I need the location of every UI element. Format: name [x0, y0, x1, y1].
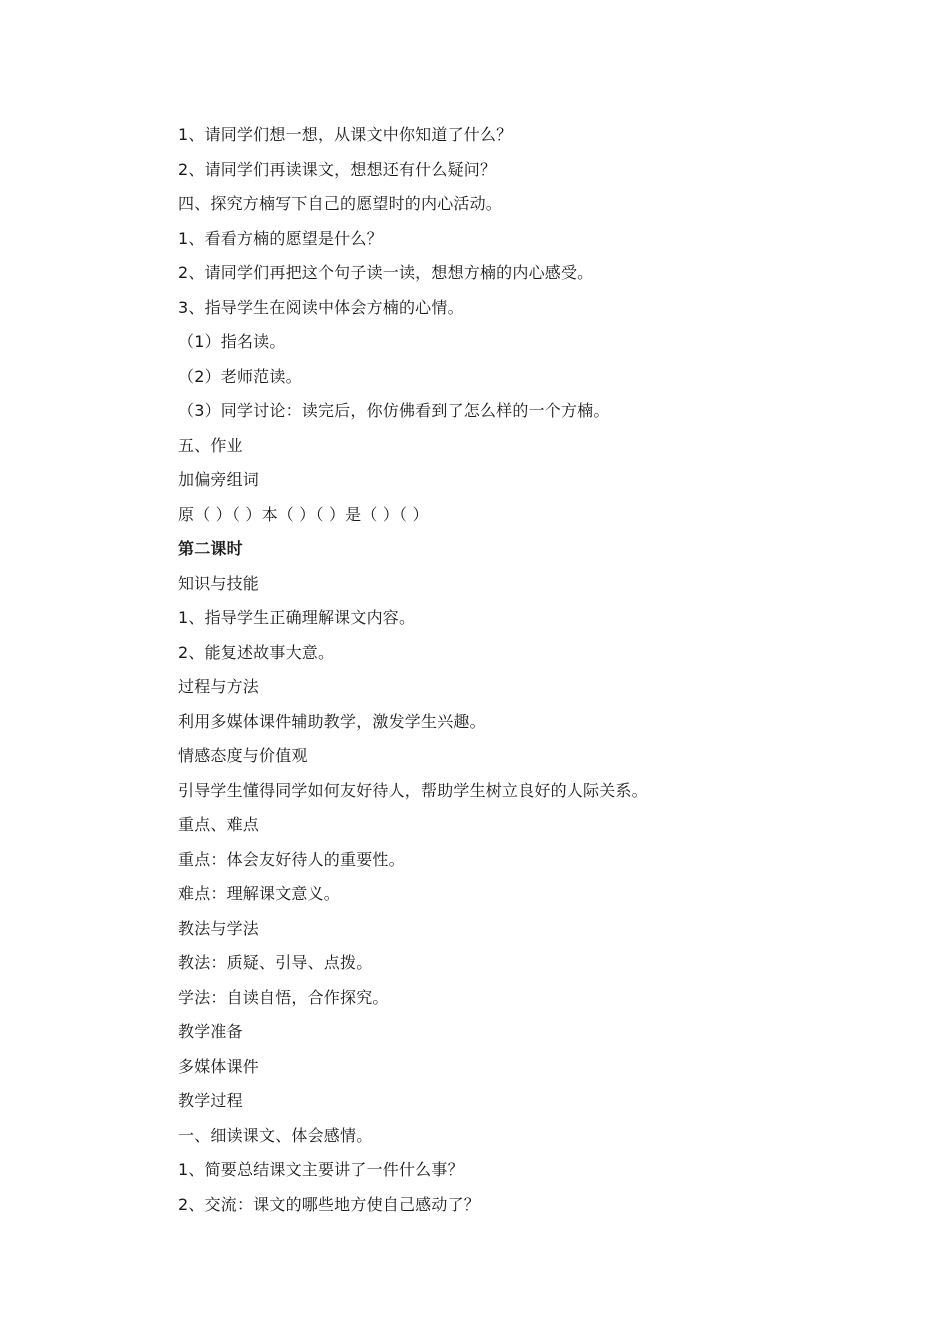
text-line: 2、交流：课文的哪些地方使自己感动了？ [178, 1194, 480, 1214]
text-line: 难点：理解课文意义。 [178, 884, 341, 903]
section-heading: 过程与方法 [178, 677, 260, 696]
exercise-line: 原（ ）（ ）本（ ）（ ）是（ ）（ ） [178, 504, 429, 524]
text-line: 3、指导学生在阅读中体会方楠的心情。 [178, 297, 464, 317]
text-line: 1、请同学们想一想，从课文中你知道了什么？ [178, 125, 513, 144]
text-line: 学法：自读自悟，合作探究。 [178, 987, 389, 1007]
text-line: 引导学生懂得同学如何友好待人，帮助学生树立良好的人际关系。 [178, 780, 648, 800]
text-line: 2、请同学们再读课文，想想还有什么疑问？ [178, 159, 497, 179]
document-body [178, 118, 878, 1222]
text-line: 1、指导学生正确理解课文内容。 [178, 608, 416, 627]
section-heading: 情感态度与价值观 [178, 746, 308, 765]
text-line: 加偏旁组词 [178, 470, 260, 489]
section-heading: 教学准备 [178, 1022, 243, 1041]
text-line: 2、请同学们再把这个句子读一读，想想方楠的内心感受。 [178, 263, 594, 282]
text-line: （3）同学讨论：读完后，你仿佛看到了怎么样的一个方楠。 [178, 401, 610, 420]
section-heading: 知识与技能 [178, 573, 260, 593]
text-line: 1、看看方楠的愿望是什么？ [178, 228, 383, 248]
text-line: 2、能复述故事大意。 [178, 642, 335, 662]
section-heading: 一、细读课文、体会感情。 [178, 1125, 373, 1145]
section-heading: 重点、难点 [178, 815, 260, 834]
lesson-title: 第二课时 [178, 539, 243, 558]
text-line: 重点：体会友好待人的重要性。 [178, 849, 405, 869]
section-heading: 教学过程 [178, 1091, 243, 1110]
text-line: 教法：质疑、引导、点拨。 [178, 953, 373, 972]
text-line: 1、简要总结课文主要讲了一件什么事？ [178, 1160, 464, 1179]
section-heading: 教法与学法 [178, 918, 260, 938]
text-line: （2）老师范读。 [178, 366, 302, 386]
text-line: （1）指名读。 [178, 332, 286, 351]
section-heading: 五、作业 [178, 435, 243, 455]
section-heading: 四、探究方楠写下自己的愿望时的内心活动。 [178, 194, 503, 213]
text-line: 利用多媒体课件辅助教学，激发学生兴趣。 [178, 711, 486, 731]
text-line: 多媒体课件 [178, 1056, 260, 1076]
